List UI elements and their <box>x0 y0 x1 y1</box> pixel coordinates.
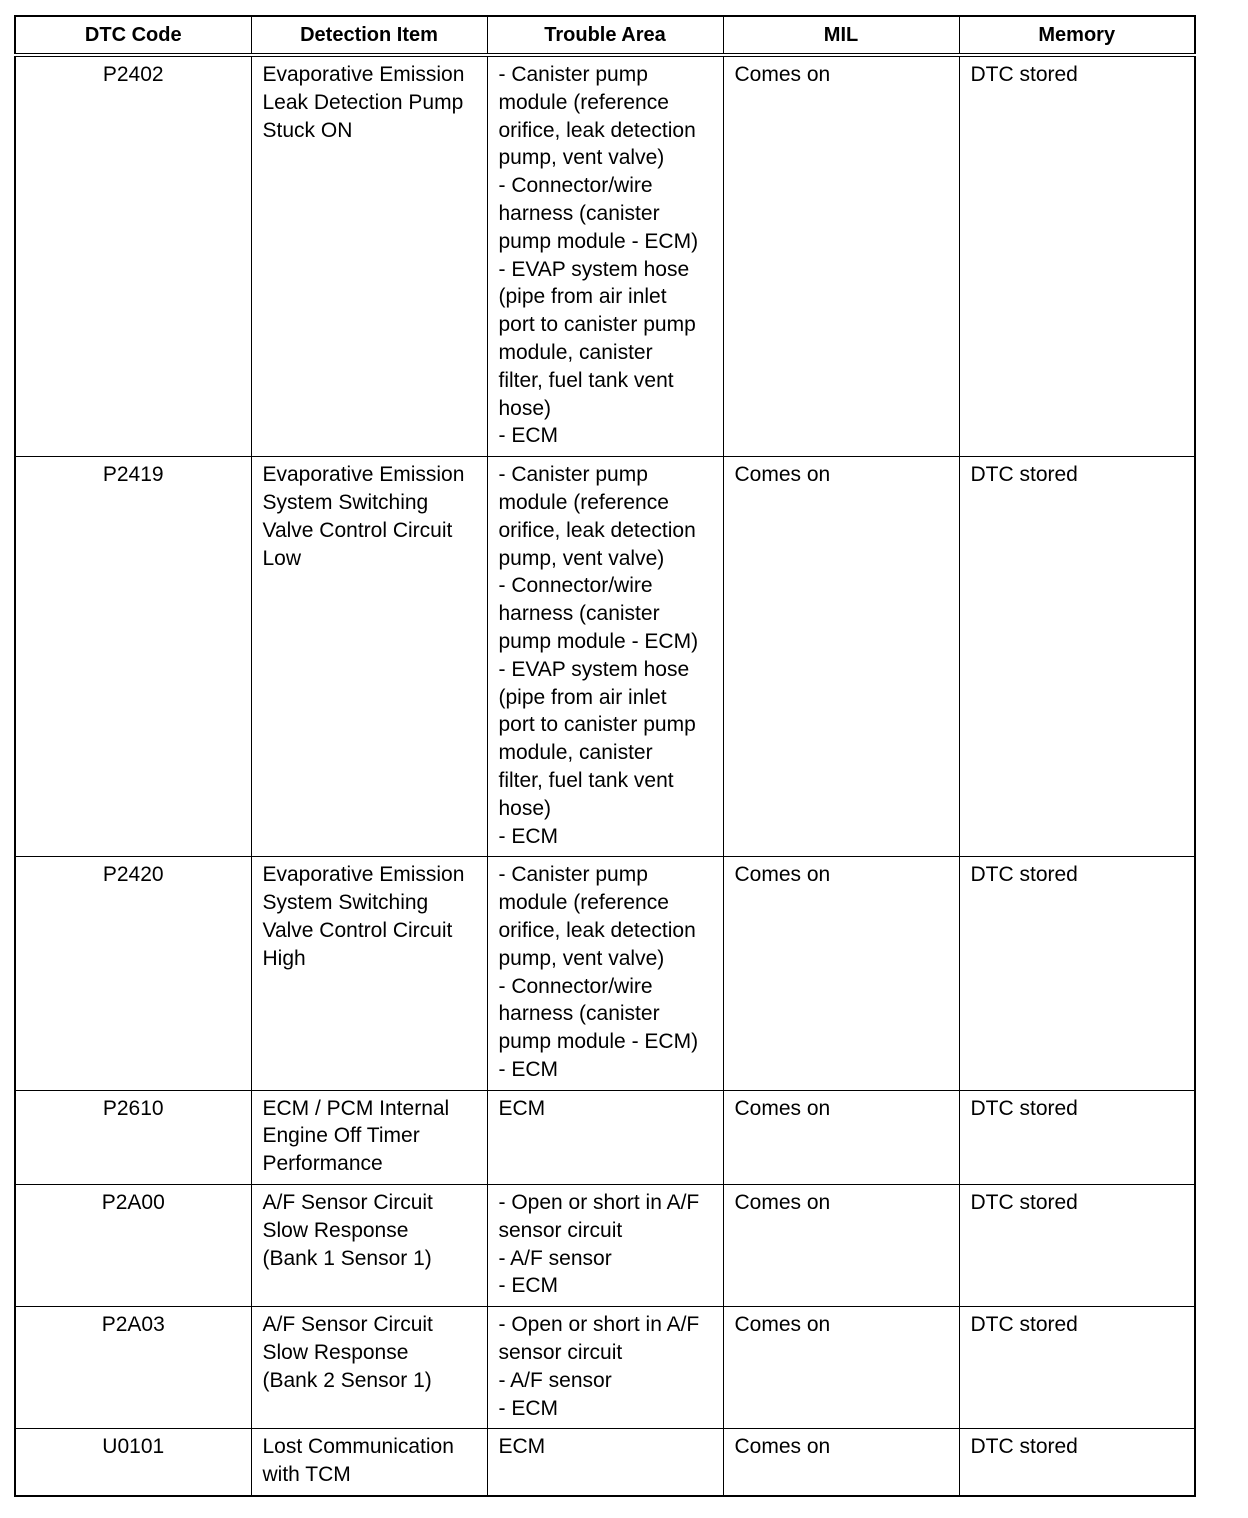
detection-item-line: Lost Communication <box>262 1435 454 1459</box>
detection-item-line: Valve Control Circuit <box>262 518 453 542</box>
trouble-area-line: - Connector/wire <box>498 574 653 598</box>
detection-item-line: System Switching <box>262 891 429 915</box>
mil-cell: Comes on <box>723 55 959 457</box>
mil-cell: Comes on <box>723 457 959 857</box>
trouble-area-line: - Open or short in A/F <box>498 1191 700 1215</box>
detection-item-cell <box>251 857 487 1090</box>
mil-cell: Comes on <box>723 857 959 1090</box>
trouble-area-line: - EVAP system hose <box>498 257 690 281</box>
detection-item-cell <box>251 457 487 857</box>
trouble-area-line: pump module - ECM) <box>498 229 699 253</box>
detection-item-line: Valve Control Circuit <box>262 918 453 942</box>
dtc-code-cell: U0101 <box>15 1429 251 1496</box>
table-row <box>15 857 1195 1090</box>
memory-cell: DTC stored <box>959 1429 1195 1496</box>
trouble-area-line: - ECM <box>498 1396 558 1420</box>
table-row <box>15 1090 1195 1184</box>
trouble-area-cell <box>487 55 723 457</box>
trouble-area-line: - ECM <box>498 424 558 448</box>
header-trouble-area: Trouble Area <box>487 16 723 55</box>
mil-cell: Comes on <box>723 1185 959 1307</box>
detection-item-line: Engine Off Timer <box>262 1124 420 1148</box>
trouble-area-line: module (reference <box>498 891 669 915</box>
memory-cell: DTC stored <box>959 55 1195 457</box>
detection-item-cell <box>251 1429 487 1496</box>
dtc-code-cell: P2420 <box>15 857 251 1090</box>
detection-item-line: Leak Detection Pump <box>262 90 464 114</box>
table-row <box>15 1185 1195 1307</box>
table-row <box>15 457 1195 857</box>
trouble-area-line: harness (canister <box>498 602 660 626</box>
detection-item-line: ECM / PCM Internal <box>262 1096 450 1120</box>
header-row <box>15 16 1195 55</box>
memory-cell: DTC stored <box>959 1090 1195 1184</box>
detection-item-line: A/F Sensor Circuit <box>262 1191 433 1215</box>
dtc-code-cell: P2419 <box>15 457 251 857</box>
memory-cell: DTC stored <box>959 857 1195 1090</box>
header-detection-item: Detection Item <box>251 16 487 55</box>
trouble-area-line: ECM <box>498 1096 546 1120</box>
detection-item-cell <box>251 1090 487 1184</box>
trouble-area-line: hose) <box>498 796 552 820</box>
detection-item-line: (Bank 2 Sensor 1) <box>262 1368 432 1392</box>
dtc-code-cell: P2A03 <box>15 1307 251 1429</box>
trouble-area-line: (pipe from air inlet <box>498 285 667 309</box>
trouble-area-line: filter, fuel tank vent <box>498 368 674 392</box>
trouble-area-line: orifice, leak detection <box>498 518 696 542</box>
trouble-area-line: - Canister pump <box>498 463 648 487</box>
trouble-area-line: - EVAP system hose <box>498 657 690 681</box>
table-header <box>15 16 1195 55</box>
memory-cell: DTC stored <box>959 1185 1195 1307</box>
detection-item-cell <box>251 1185 487 1307</box>
memory-cell: DTC stored <box>959 457 1195 857</box>
mil-cell: Comes on <box>723 1090 959 1184</box>
trouble-area-line: - A/F sensor <box>498 1246 612 1270</box>
trouble-area-line: - ECM <box>498 1274 558 1298</box>
trouble-area-line: - ECM <box>498 824 558 848</box>
trouble-area-line: pump, vent valve) <box>498 546 665 570</box>
dtc-code-cell: P2A00 <box>15 1185 251 1307</box>
detection-item-line: with TCM <box>262 1463 351 1487</box>
trouble-area-line: harness (canister <box>498 1002 660 1026</box>
trouble-area-line: module (reference <box>498 90 669 114</box>
trouble-area-line: pump, vent valve) <box>498 146 665 170</box>
trouble-area-line: - A/F sensor <box>498 1368 612 1392</box>
trouble-area-cell <box>487 1185 723 1307</box>
detection-item-cell <box>251 55 487 457</box>
trouble-area-line: - Open or short in A/F <box>498 1313 700 1337</box>
trouble-area-line: orifice, leak detection <box>498 118 696 142</box>
trouble-area-line: port to canister pump <box>498 713 696 737</box>
dtc-code-cell: P2610 <box>15 1090 251 1184</box>
detection-item-line: High <box>262 946 306 970</box>
trouble-area-line: - Canister pump <box>498 863 648 887</box>
trouble-area-line: hose) <box>498 396 552 420</box>
trouble-area-line: ECM <box>498 1435 546 1459</box>
trouble-area-line: port to canister pump <box>498 313 696 337</box>
table-row <box>15 1307 1195 1429</box>
detection-item-line: Performance <box>262 1152 383 1176</box>
mil-cell: Comes on <box>723 1429 959 1496</box>
trouble-area-line: harness (canister <box>498 201 660 225</box>
table-row <box>15 1429 1195 1496</box>
trouble-area-cell <box>487 1307 723 1429</box>
trouble-area-line: pump module - ECM) <box>498 629 699 653</box>
trouble-area-cell <box>487 857 723 1090</box>
trouble-area-line: - Connector/wire <box>498 174 653 198</box>
detection-item-line: Evaporative Emission <box>262 463 465 487</box>
detection-item-line: A/F Sensor Circuit <box>262 1313 433 1337</box>
trouble-area-line: (pipe from air inlet <box>498 685 667 709</box>
trouble-area-cell <box>487 457 723 857</box>
trouble-area-line: sensor circuit <box>498 1341 623 1365</box>
detection-item-line: Stuck ON <box>262 118 353 142</box>
trouble-area-line: pump, vent valve) <box>498 946 665 970</box>
detection-item-line: (Bank 1 Sensor 1) <box>262 1246 432 1270</box>
detection-item-line: Evaporative Emission <box>262 863 465 887</box>
trouble-area-line: filter, fuel tank vent <box>498 768 674 792</box>
detection-item-line: Slow Response <box>262 1341 409 1365</box>
detection-item-line: System Switching <box>262 490 429 514</box>
trouble-area-cell <box>487 1090 723 1184</box>
header-dtc-code: DTC Code <box>15 16 251 55</box>
trouble-area-line: module, canister <box>498 340 653 364</box>
detection-item-line: Low <box>262 546 302 570</box>
trouble-area-line: - Connector/wire <box>498 974 653 998</box>
trouble-area-line: module, canister <box>498 741 653 765</box>
trouble-area-line: sensor circuit <box>498 1218 623 1242</box>
detection-item-line: Slow Response <box>262 1218 409 1242</box>
table-body <box>15 55 1195 1496</box>
table-row <box>15 55 1195 457</box>
trouble-area-line: orifice, leak detection <box>498 918 696 942</box>
trouble-area-line: pump module - ECM) <box>498 1030 699 1054</box>
trouble-area-line: - Canister pump <box>498 63 648 86</box>
detection-item-cell <box>251 1307 487 1429</box>
memory-cell: DTC stored <box>959 1307 1195 1429</box>
trouble-area-line: module (reference <box>498 490 669 514</box>
dtc-code-cell: P2402 <box>15 55 251 457</box>
header-mil: MIL <box>723 16 959 55</box>
trouble-area-cell <box>487 1429 723 1496</box>
dtc-table <box>14 15 1196 1497</box>
detection-item-line: Evaporative Emission <box>262 63 465 86</box>
mil-cell: Comes on <box>723 1307 959 1429</box>
header-memory: Memory <box>959 16 1195 55</box>
trouble-area-line: - ECM <box>498 1057 558 1081</box>
